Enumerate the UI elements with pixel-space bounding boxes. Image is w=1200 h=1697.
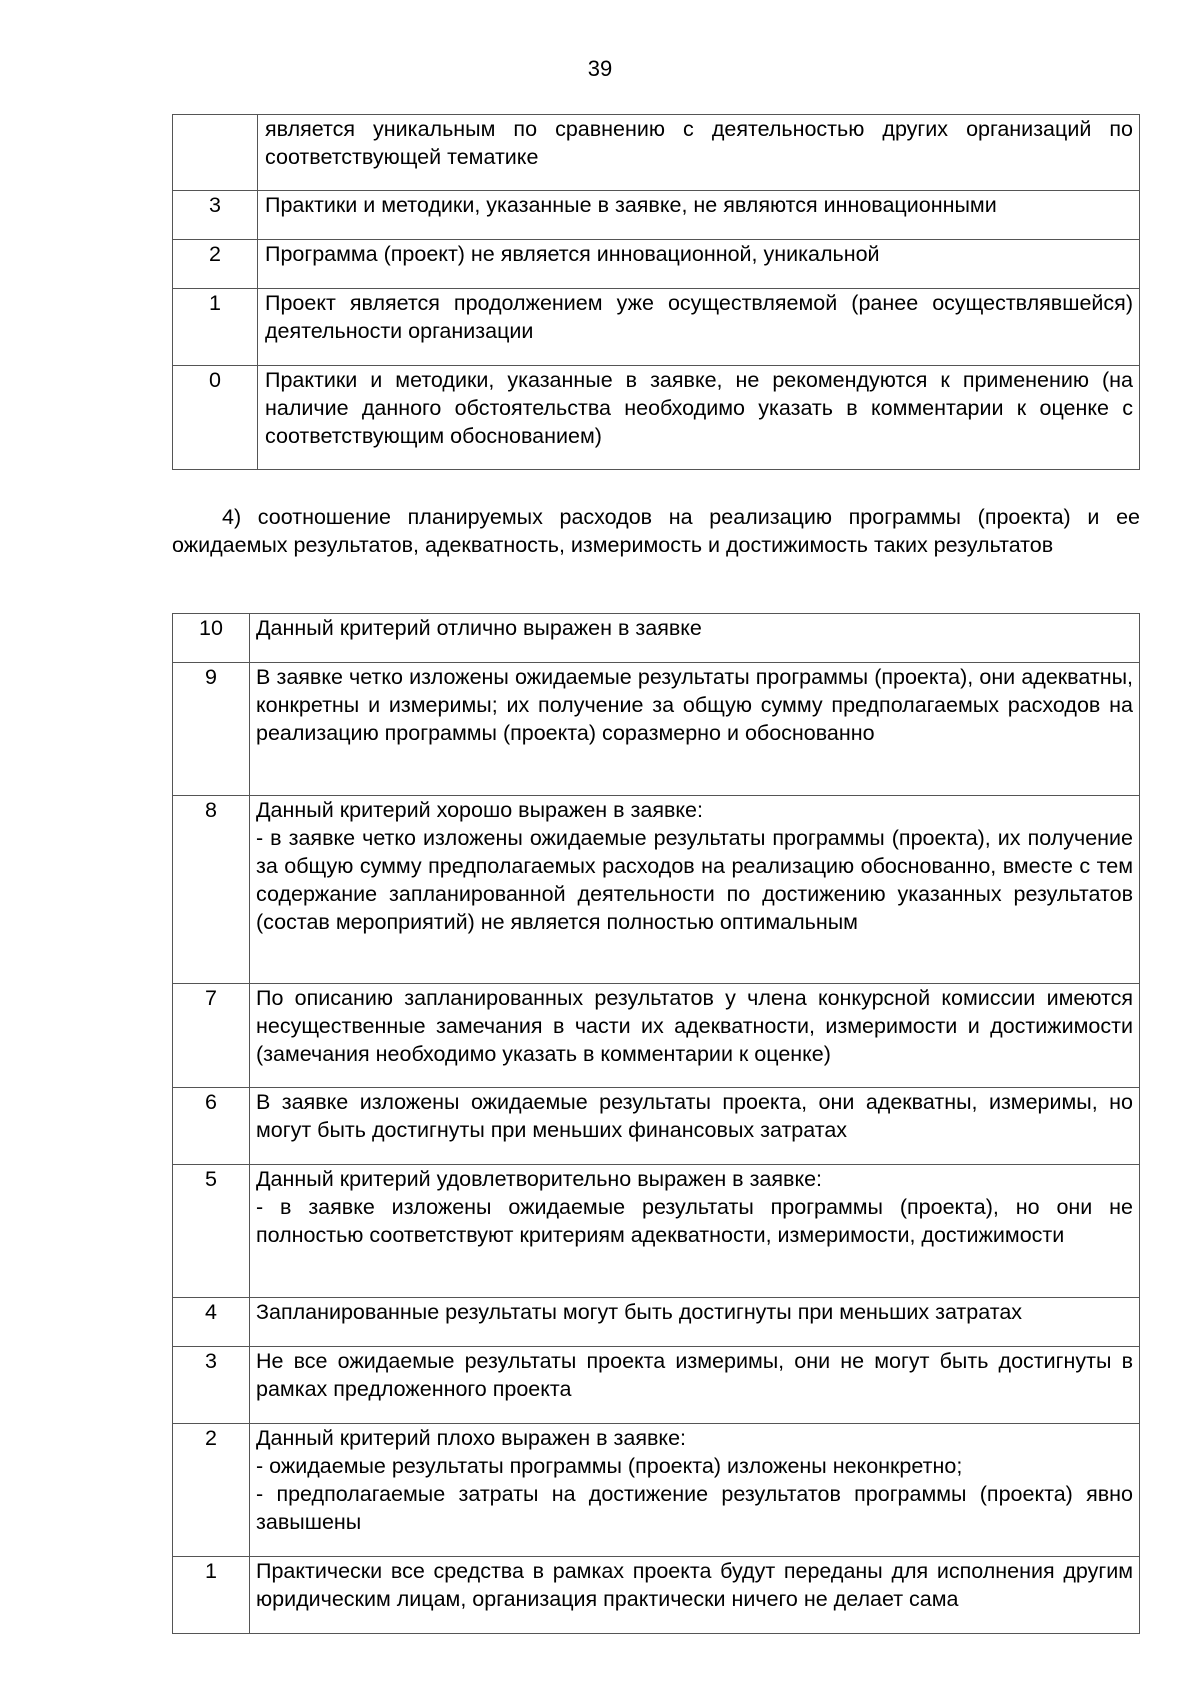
table-row — [173, 289, 1140, 366]
table-row — [173, 366, 1140, 470]
description-cell: По описанию запланированных результатов у члена конкурсной комиссии имеются несущественные замечания в части их адекватности, измеримости и достижимости (замечания необходимо указать в комментарии к оценке) — [250, 984, 1140, 1088]
score-cell: 3 — [173, 191, 258, 240]
description-cell — [250, 1165, 1140, 1298]
description-line: Данный критерий удовлетворительно выражен в заявке: — [256, 1167, 823, 1191]
table-row — [173, 663, 1140, 796]
score-cell: 9 — [173, 663, 250, 796]
score-cell: 8 — [173, 796, 250, 984]
page-number: 39 — [587, 56, 613, 81]
table-row — [173, 614, 1140, 663]
table-row — [173, 1557, 1140, 1634]
table-row — [173, 1088, 1140, 1165]
description-cell: Данный критерий отлично выражен в заявке — [250, 614, 1140, 663]
table-row — [173, 115, 1140, 191]
table-row — [173, 1298, 1140, 1347]
score-cell: 4 — [173, 1298, 250, 1347]
criteria-table-previous — [172, 114, 1140, 470]
score-cell: 10 — [173, 614, 250, 663]
description-cell: В заявке изложены ожидаемые результаты проекта, они адекватны, измеримы, но могут быть достигнуты при меньших финансовых затратах — [250, 1088, 1140, 1165]
description-cell: В заявке четко изложены ожидаемые результаты программы (проекта), они адекватны, конкретны и измеримы; их получение за общую сумму предполагаемых расходов на реализацию программы (проекта) соразмерно и обоснованно — [250, 663, 1140, 796]
description-cell: является уникальным по сравнению с деятельностью других организаций по соответствующей тематике — [258, 115, 1140, 191]
table-row — [173, 1347, 1140, 1424]
score-cell: 2 — [173, 240, 258, 289]
description-cell — [250, 796, 1140, 984]
description-line: Данный критерий хорошо выражен в заявке: — [256, 798, 703, 822]
description-line: - ожидаемые результаты программы (проекта) изложены неконкретно; — [256, 1454, 963, 1478]
table-row — [173, 191, 1140, 240]
description-cell: Запланированные результаты могут быть достигнуты при меньших затратах — [250, 1298, 1140, 1347]
table-row — [173, 1424, 1140, 1557]
description-line: Данный критерий плохо выражен в заявке: — [256, 1426, 686, 1450]
score-cell: 5 — [173, 1165, 250, 1298]
score-cell: 1 — [173, 289, 258, 366]
description-cell: Практически все средства в рамках проекта будут переданы для исполнения другим юридическим лицам, организация практически ничего не делает сама — [250, 1557, 1140, 1634]
table-row — [173, 984, 1140, 1088]
criteria-table-4 — [172, 613, 1140, 1634]
table-row — [173, 1165, 1140, 1298]
table-row — [173, 240, 1140, 289]
table-row — [173, 796, 1140, 984]
description-cell: Практики и методики, указанные в заявке, не являются инновационными — [258, 191, 1140, 240]
criterion-4-paragraph: 4) соотношение планируемых расходов на реализацию программы (проекта) и ее ожидаемых результатов, адекватность, измеримость и достижимость таких результатов — [172, 505, 1140, 557]
score-cell: 6 — [173, 1088, 250, 1165]
description-cell: Не все ожидаемые результаты проекта измеримы, они не могут быть достигнуты в рамках предложенного проекта — [250, 1347, 1140, 1424]
description-line: - в заявке изложены ожидаемые результаты программы (проекта), но они не полностью соответствуют критериям адекватности, измеримости, достижимости — [256, 1195, 1133, 1247]
description-cell: Практики и методики, указанные в заявке, не рекомендуются к применению (на наличие данного обстоятельства необходимо указать в комментарии к оценке с соответствующим обоснованием) — [258, 366, 1140, 470]
description-cell — [250, 1424, 1140, 1557]
score-cell: 0 — [173, 366, 258, 470]
description-line: - в заявке четко изложены ожидаемые результаты программы (проекта), их получение за общую сумму предполагаемых расходов на реализацию обоснованно, вместе с тем содержание запланированной деятельности по достижению указанных результатов (состав мероприятий) не является полностью оптимальным — [256, 826, 1133, 934]
score-cell: 7 — [173, 984, 250, 1088]
description-cell: Проект является продолжением уже осуществляемой (ранее осуществлявшейся) деятельности организации — [258, 289, 1140, 366]
description-line: - предполагаемые затраты на достижение результатов программы (проекта) явно завышены — [256, 1482, 1133, 1534]
score-cell: 3 — [173, 1347, 250, 1424]
score-cell: 1 — [173, 1557, 250, 1634]
score-cell: 2 — [173, 1424, 250, 1557]
description-cell: Программа (проект) не является инновационной, уникальной — [258, 240, 1140, 289]
score-cell — [173, 115, 258, 191]
